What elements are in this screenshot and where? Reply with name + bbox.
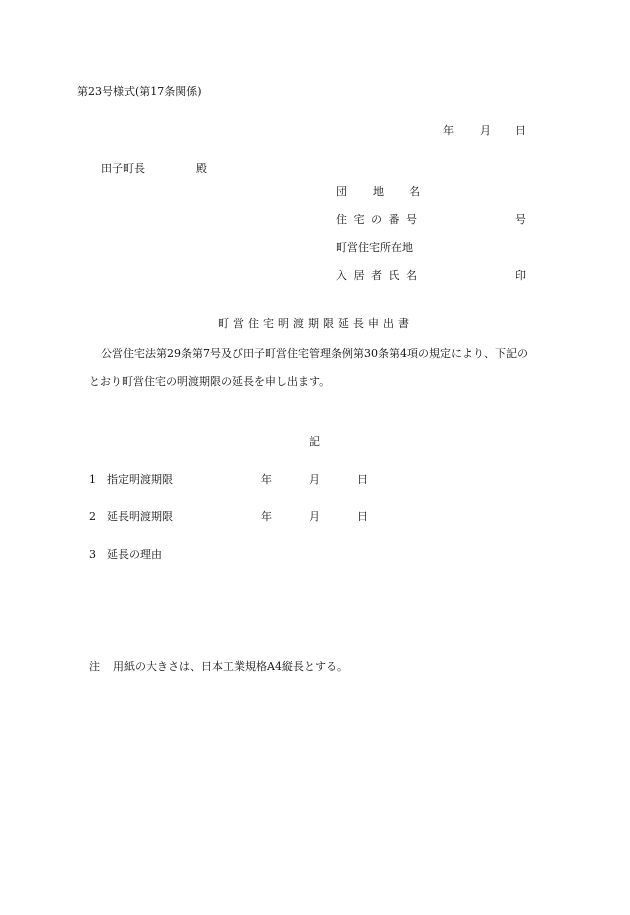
house-number-label: 住 宅 の 番 号 xyxy=(336,213,417,226)
house-number-suffix: 号 xyxy=(515,213,526,226)
item-1-month: 月 xyxy=(309,473,320,486)
note-label: 注 xyxy=(89,660,100,673)
item-1-day: 日 xyxy=(357,473,368,486)
seal-mark: 印 xyxy=(515,269,526,282)
ki-heading: 記 xyxy=(309,435,320,448)
item-2-year: 年 xyxy=(261,510,272,523)
addressee-honorific: 殿 xyxy=(196,162,207,175)
resident-label: 入 居 者 氏 名 xyxy=(336,269,417,282)
item-3-number: 3 xyxy=(89,548,96,561)
date-month-label: 月 xyxy=(480,124,491,137)
document-title: 町営住宅明渡期限延長申出書 xyxy=(218,317,413,330)
item-2-day: 日 xyxy=(357,510,368,523)
item-2-number: 2 xyxy=(89,510,96,523)
danchi-label-1: 団 xyxy=(336,185,347,198)
form-number: 第23号様式(第17条関係) xyxy=(77,85,202,98)
date-day-label: 日 xyxy=(515,124,526,137)
item-1-number: 1 xyxy=(89,473,96,486)
item-3-label: 延長の理由 xyxy=(107,548,162,561)
address-label: 町営住宅所在地 xyxy=(336,241,413,254)
danchi-label-2: 地 xyxy=(373,185,384,198)
note-text: 用紙の大きさは、日本工業規格A4縦長とする。 xyxy=(113,660,348,673)
item-1-label: 指定明渡期限 xyxy=(107,473,173,486)
addressee-name: 田子町長 xyxy=(101,162,145,175)
body-line-2: とおり町営住宅の明渡期限の延長を申し出ます。 xyxy=(89,375,331,388)
danchi-label-3: 名 xyxy=(409,185,420,198)
item-2-month: 月 xyxy=(309,510,320,523)
item-2-label: 延長明渡期限 xyxy=(107,510,173,523)
body-line-1: 公営住宅法第29条第7号及び田子町営住宅管理条例第30条第4項の規定により、下記の xyxy=(101,347,528,360)
date-year-label: 年 xyxy=(443,124,454,137)
item-1-year: 年 xyxy=(261,473,272,486)
